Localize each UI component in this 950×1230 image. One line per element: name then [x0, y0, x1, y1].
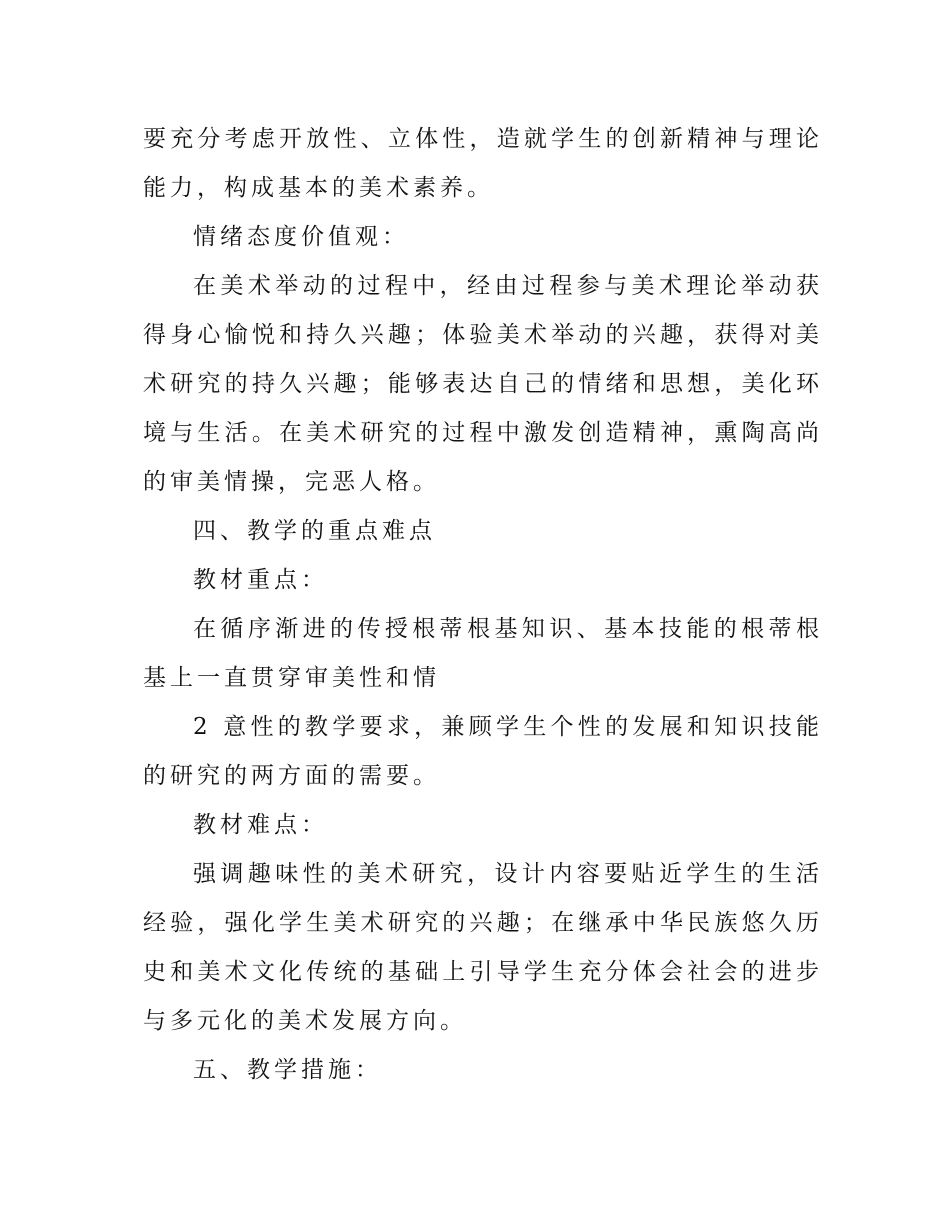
paragraph-material-difficulty: 强调趣味性的美术研究，设计内容要贴近学生的生活经验，强化学生美术研究的兴趣；在继承中华民族悠久历史和美术文化传统的基础上引导学生充分体会社会的进步与多元化的美术发展方向。	[143, 861, 823, 1034]
paragraph-emotion-values: 在美术举动的过程中，经由过程参与美术理论举动获得身心愉悦和持久兴趣；体验美术举动的兴趣，获得对美术研究的持久兴趣；能够表达自己的情绪和思想，美化环境与生活。在美术研究的过程中激发创造精神，熏陶高尚的审美情操，完恶人格。	[143, 273, 823, 495]
paragraph-intro: 要充分考虑开放性、立体性，造就学生的创新精神与理论能力，构成基本的美术素养。	[143, 126, 823, 201]
paragraph-material-focus-continued: 2 意性的教学要求，兼顾学生个性的发展和知识技能的研究的两方面的需要。	[143, 714, 823, 789]
heading-material-focus: 教材重点：	[193, 567, 328, 593]
section-heading-key-points: 四、教学的重点难点	[193, 518, 436, 544]
heading-material-difficulty: 教材难点：	[193, 812, 328, 838]
paragraph-material-focus: 在循序渐进的传授根蒂根基知识、基本技能的根蒂根基上一直贯穿审美性和情	[143, 616, 823, 691]
document-body	[143, 115, 823, 1095]
section-heading-teaching-measures: 五、教学措施：	[193, 1057, 382, 1083]
heading-emotion-values: 情绪态度价值观：	[193, 224, 409, 250]
